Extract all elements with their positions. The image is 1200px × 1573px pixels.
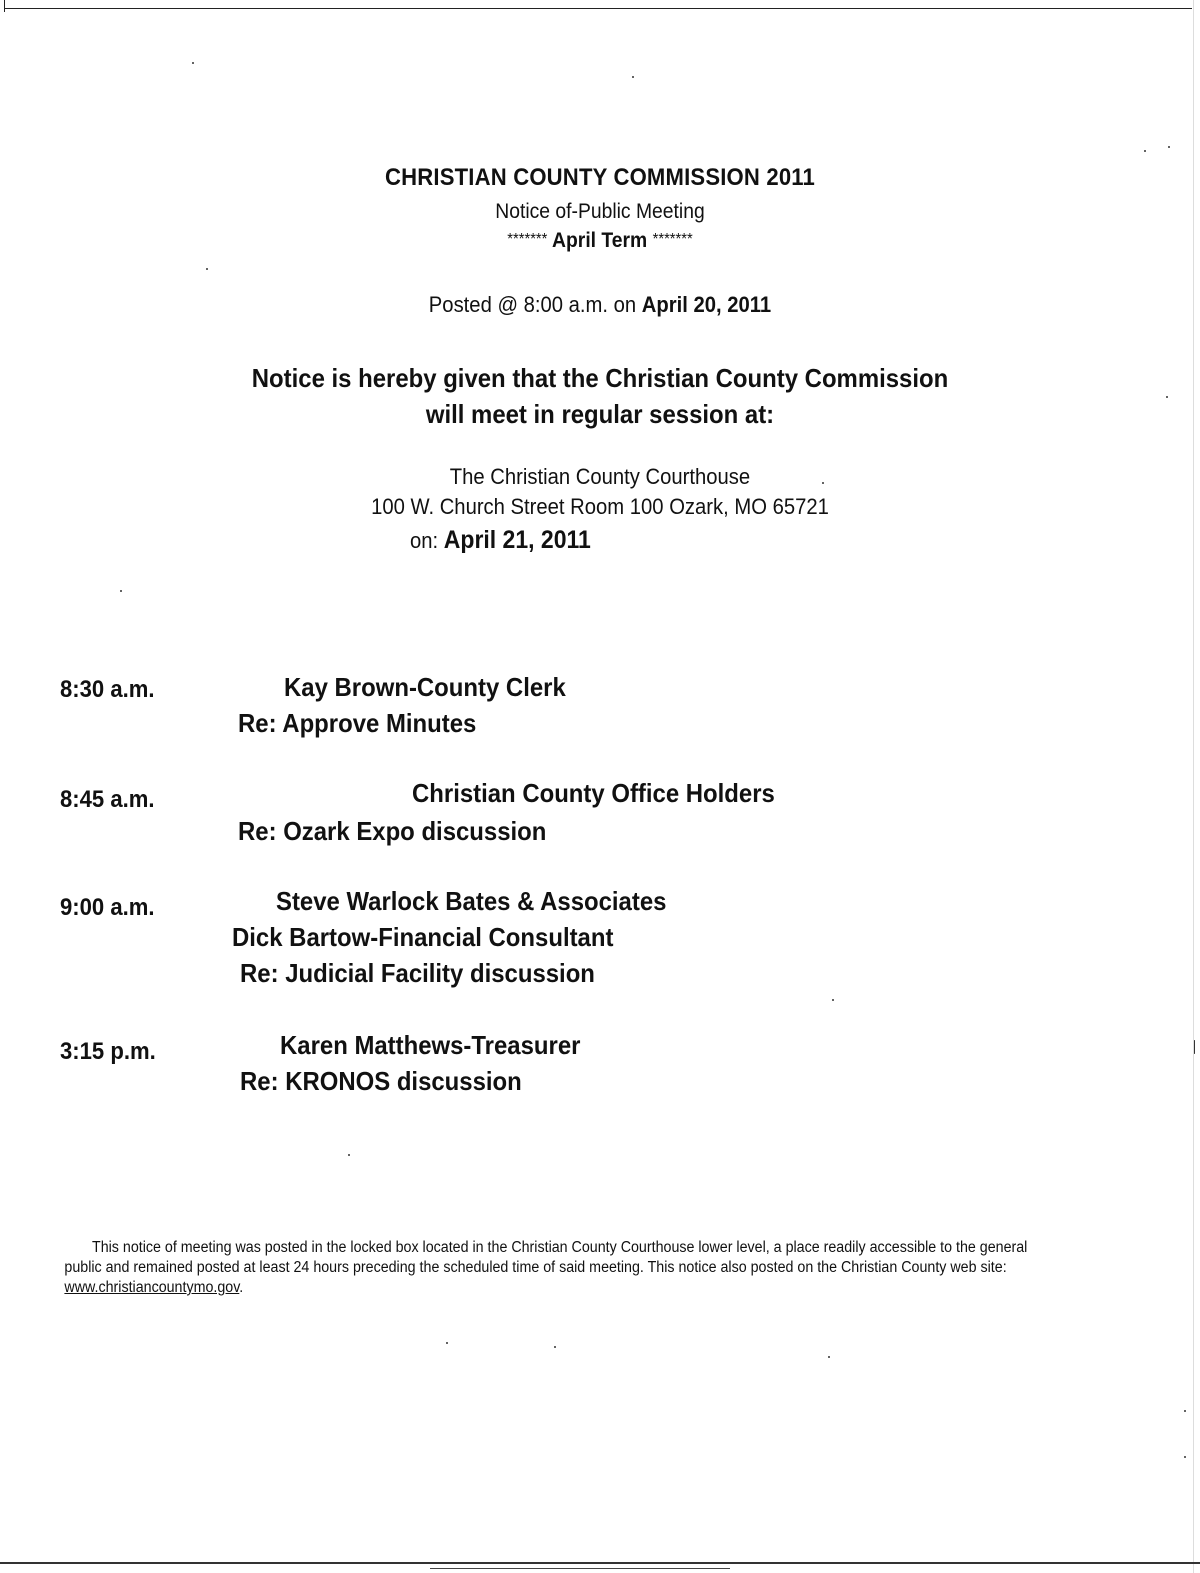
- scan-speck: [1184, 1456, 1186, 1458]
- document-title: CHRISTIAN COUNTY COMMISSION 2011: [385, 164, 815, 191]
- term-stars-right: *******: [652, 231, 693, 248]
- posted-date: April 20, 2011: [641, 292, 772, 317]
- agenda-time: 9:00 a.m.: [60, 894, 155, 921]
- scan-speck: [1184, 1410, 1186, 1412]
- scan-speck: [828, 1356, 830, 1358]
- agenda-time: 8:45 a.m.: [60, 786, 155, 813]
- scan-speck: [554, 1346, 556, 1348]
- agenda-line: Kay Brown-County Clerk: [284, 672, 566, 702]
- document-subtitle: Notice of-Public Meeting: [495, 200, 705, 223]
- agenda-time: 3:15 p.m.: [60, 1038, 156, 1065]
- footer-link-suffix: .: [239, 1279, 244, 1296]
- meeting-date: April 21, 2011: [443, 526, 591, 554]
- posted-prefix: Posted @ 8:00 a.m. on: [428, 292, 637, 317]
- agenda-line: Karen Matthews-Treasurer: [280, 1030, 581, 1060]
- footer-line-1: This notice of meeting was posted in the locked box located in the Christian County Courthouse lower level, a place readily accessible to the general: [92, 1239, 1028, 1256]
- notice-line-1: Notice is hereby given that the Christian County Commission: [251, 363, 949, 393]
- term-stars-left: *******: [507, 231, 548, 248]
- meeting-address: 100 W. Church Street Room 100 Ozark, MO 65721: [371, 494, 829, 519]
- footer-line-2: public and remained posted at least 24 hours preceding the scheduled time of said meeting. This notice also posted on the Christian County web site:: [64, 1259, 1007, 1276]
- agenda-line: Dick Bartow-Financial Consultant: [232, 922, 614, 952]
- notice-line-2: will meet in regular session at:: [425, 399, 775, 429]
- agenda-line: Re: KRONOS discussion: [240, 1066, 522, 1096]
- term-name: April Term: [552, 229, 648, 252]
- agenda-line: Re: Ozark Expo discussion: [238, 816, 547, 846]
- footer-line-3: [64, 1278, 1058, 1298]
- scan-speck: [446, 1342, 448, 1344]
- meeting-date-label: on:: [410, 528, 439, 553]
- agenda-line: Christian County Office Holders: [412, 778, 775, 808]
- agenda-line: Steve Warlock Bates & Associates: [276, 886, 667, 916]
- website-link[interactable]: www.christiancountymo.gov: [64, 1279, 240, 1296]
- agenda-line: Re: Approve Minutes: [238, 708, 477, 738]
- posting-notice-footer: [64, 1238, 1058, 1298]
- meeting-place: The Christian County Courthouse: [449, 464, 751, 489]
- scan-edge-bottom: [0, 1562, 1200, 1564]
- agenda-time: 8:30 a.m.: [60, 676, 155, 703]
- scan-edge-bottom-secondary: [430, 1568, 730, 1569]
- agenda-line: Re: Judicial Facility discussion: [240, 958, 595, 988]
